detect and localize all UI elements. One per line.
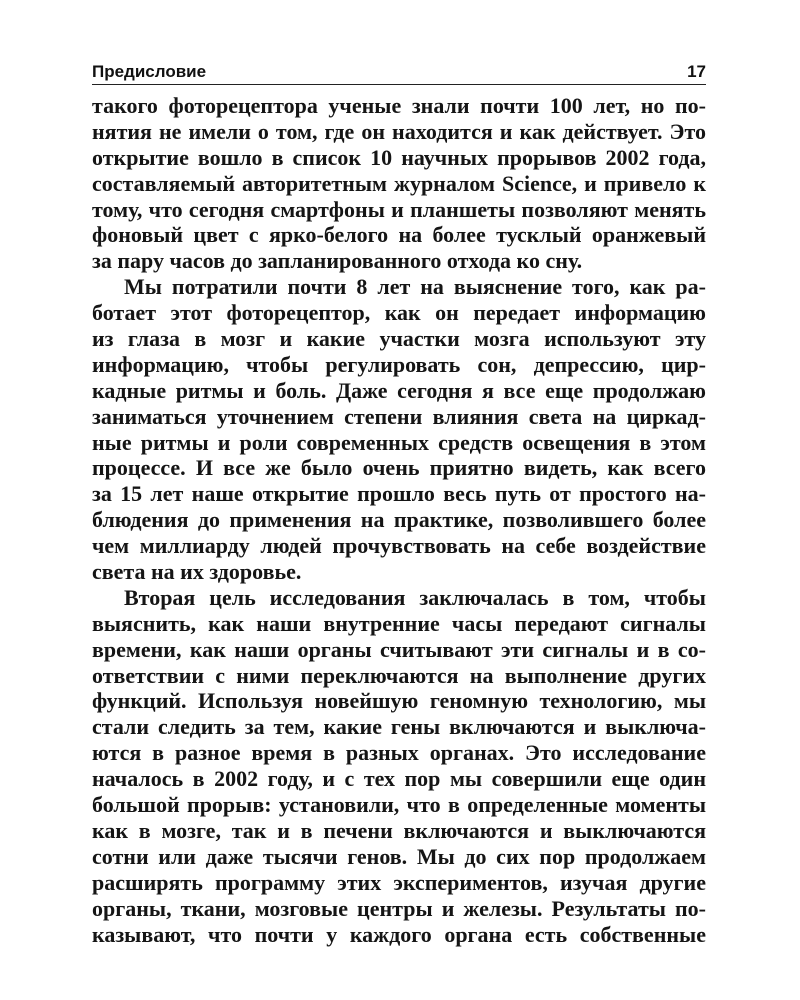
text-line: тому, что сегодня смартфоны и планшеты позволяют менять [92, 196, 706, 222]
text-line: сотни или даже тысячи генов. Мы до сих пор продолжаем [92, 843, 706, 869]
text-line: нятия не имели о том, где он находится и как действует. Это [92, 118, 706, 144]
text-line: началось в 2002 году, и с тех пор мы совершили еще один [92, 766, 706, 792]
text-line: ответствии с ними переключаются на выполнение других [92, 662, 706, 688]
body-text [92, 93, 706, 947]
text-line: такого фоторецептора ученые знали почти 100 лет, но по- [92, 93, 706, 118]
text-line: процессе. И все же было очень приятно видеть, как всего [92, 455, 706, 481]
text-line: функций. Используя новейшую геномную технологию, мы [92, 688, 706, 714]
header-divider [92, 84, 706, 85]
text-line: чем миллиарду людей прочувствовать на себе воздействие [92, 533, 706, 559]
text-line: Вторая цель исследования заключалась в том, чтобы [124, 584, 706, 610]
page-number: 17 [687, 62, 706, 81]
text-line: ботает этот фоторецептор, как он передает информацию [92, 300, 706, 326]
running-header [92, 60, 706, 82]
text-line: Мы потратили почти 8 лет на выяснение того, как ра- [124, 274, 706, 300]
text-line: расширять программу этих экспериментов, изучая другие [92, 869, 706, 895]
text-line: заниматься уточнением степени влияния света на циркад- [92, 403, 706, 429]
text-line: как в мозге, так и в печени включаются и выключаются [92, 817, 706, 843]
text-line: времени, как наши органы считывают эти сигналы и в со- [92, 636, 706, 662]
text-line: из глаза в мозг и какие участки мозга используют эту [92, 326, 706, 352]
text-line: информацию, чтобы регулировать сон, депрессию, цир- [92, 351, 706, 377]
text-line: кадные ритмы и боль. Даже сегодня я все еще продолжаю [92, 377, 706, 403]
text-line: ные ритмы и роли современных средств освещения в этом [92, 429, 706, 455]
text-line: казывают, что почти у каждого органа есть собственные [92, 921, 706, 947]
text-line: большой прорыв: установили, что в определенные моменты [92, 792, 706, 818]
text-line: составляемый авторитетным журналом Science, и привело к [92, 170, 706, 196]
text-line: света на их здоровье. [92, 559, 302, 585]
text-line: за 15 лет наше открытие прошло весь путь от простого на- [92, 481, 706, 507]
text-line: фоновый цвет с ярко-белого на более тусклый оранжевый [92, 222, 706, 248]
text-line: блюдения до применения на практике, позволившего более [92, 507, 706, 533]
text-line: ются в разное время в разных органах. Это исследование [92, 740, 706, 766]
chapter-title: Предисловие [92, 62, 207, 81]
text-line: органы, ткани, мозговые центры и железы. Результаты по- [92, 895, 706, 921]
text-line: стали следить за тем, какие гены включаются и выключа- [92, 714, 706, 740]
text-line: за пару часов до запланированного отхода ко сну. [92, 248, 583, 274]
text-line: выяснить, как наши внутренние часы передают сигналы [92, 610, 706, 636]
text-line: открытие вошло в список 10 научных прорывов 2002 года, [92, 144, 706, 170]
